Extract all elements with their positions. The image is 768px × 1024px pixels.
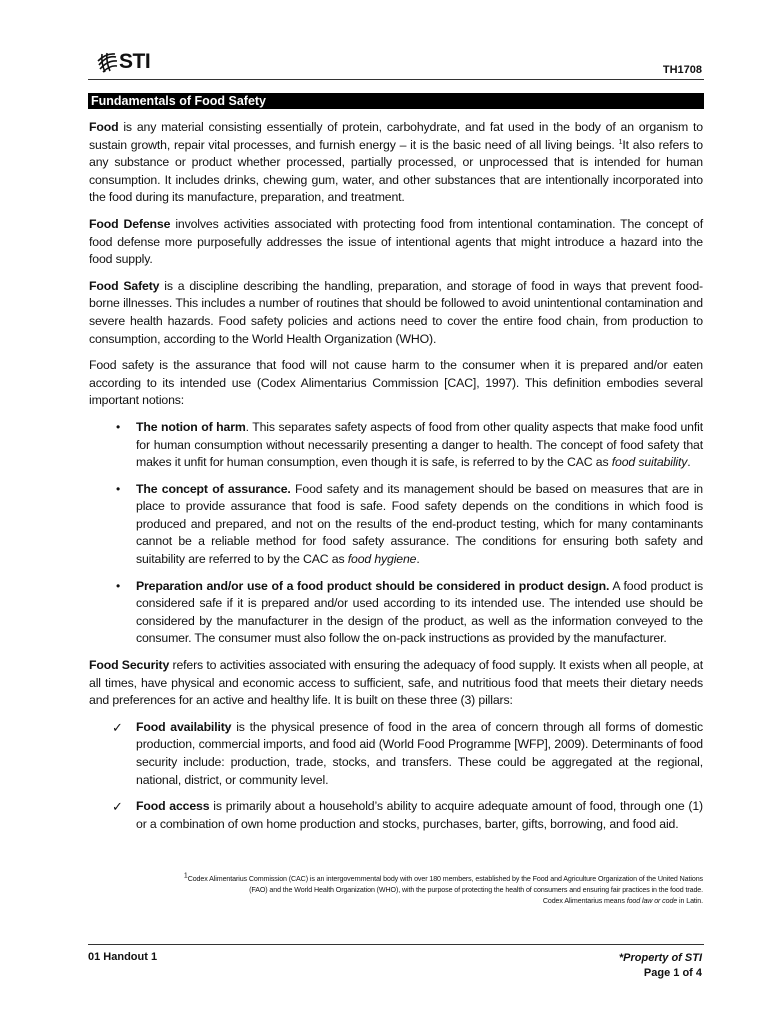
checkmark-icon: ✓ bbox=[112, 719, 123, 735]
term-food-security: Food Security bbox=[89, 658, 170, 673]
term-food-safety: Food Safety bbox=[89, 278, 160, 293]
list-item: ✓ Food availability is the physical presence of food in the area of concern through all forms of domestic production, commercial imports, and food aid (World Food Programme [WFP], 2009). Determinants of food security include: production, trade, stocks, and transfers. These could be aggregated at the regional, national, district, or community level. bbox=[112, 719, 703, 787]
paragraph-food-defense: Food Defense involves activities associated with protecting food from intentional contamination. The concept of food defense more purposefully addresses the issue of intentional agents that might introduce a hazard into the food supply. bbox=[89, 216, 703, 267]
paragraph-assurance: Food safety is the assurance that food will not cause harm to the consumer when it is prepared and/or eaten according to its intended use (Codex Alimentarius Commission [CAC], 1997). This definition embodies several important notions: bbox=[89, 358, 703, 408]
body-content bbox=[89, 119, 703, 842]
page-number: Page 1 of 4 bbox=[643, 967, 702, 979]
bullet-icon: • bbox=[116, 481, 121, 496]
list-item: • The concept of assurance. Food safety and its management should be based on measures that are in place to provide assurance that food is safe. Food safety depends on the conditions in which food is produced and prepared, and not on the results of the end-product testing, which for many contaminants cannot be a reliable method for food safety assurance. The conditions for ensuring both safety and suitability are referred to by the CAC as food hygiene. bbox=[116, 481, 703, 567]
section-title: Fundamentals of Food Safety bbox=[88, 93, 704, 109]
term-food-defense: Food Defense bbox=[89, 216, 171, 231]
term-food: Food bbox=[89, 120, 119, 134]
property-label: *Property of STI bbox=[618, 952, 702, 964]
logo-wordmark: STI bbox=[119, 50, 151, 73]
paragraph-food-safety: Food Safety is a discipline describing the handling, preparation, and storage of food in ways that prevent food-borne illnesses. This includes a number of routines that should be followed to avoid unintentional contamination and severe health hazards. Food safety policies and actions need to cover the entire food chain, from production to consumption, according to the World Health Organization (WHO). bbox=[89, 278, 703, 346]
pillars-list bbox=[89, 719, 703, 834]
checkmark-icon: ✓ bbox=[112, 799, 123, 815]
header-divider bbox=[88, 79, 704, 80]
footer-divider bbox=[88, 944, 704, 945]
paragraph-food: Food is any material consisting essentially of protein, carbohydrate, and fat used in the body of an organism to sustain growth, repair vital processes, and furnish energy – it is the basic need of all living beings. $^1$It also refers to any substance or product whether processed, partially processed, or unprocessed that is intended for human consumption. It includes drinks, chewing gum, water, and other substances that are intentionally incorporated into the food during its manufacture, preparation, and treatment. bbox=[89, 120, 703, 205]
footnote-ref: 1 bbox=[618, 138, 623, 146]
sti-logo bbox=[96, 50, 150, 74]
handout-label: 01 Handout 1 bbox=[88, 951, 158, 963]
paragraph-food-security: Food Security refers to activities associated with ensuring the adequacy of food supply. It exists when all people, at all times, have physical and economic access to sufficient, safe, and nutritious food that meets their dietary needs and preferences for an active and healthy life. It is built on these three (3) pillars: bbox=[89, 658, 703, 708]
notions-list bbox=[89, 419, 703, 648]
footer-info bbox=[619, 951, 702, 981]
bullet-icon: • bbox=[116, 578, 121, 593]
document-code: TH1708 bbox=[662, 64, 702, 76]
footnote: 1Codex Alimentarius Commission (CAC) is an intergovernmental body with over 180 members, established by the Food and Agriculture Organization of the United Nations (FAO) and the World Health Organization (WHO), with the purpose of protecting the health of consumers and ensuring fair practices in the food trade. Codex Alimentarius means food law or code in Latin. bbox=[183, 872, 703, 905]
globe-icon bbox=[96, 51, 118, 73]
list-item: ✓ Food access is primarily about a household’s ability to acquire adequate amount of food, through one (1) or a combination of own home production and stocks, purchases, barter, gifts, borrowing, and food aid. bbox=[112, 799, 703, 831]
list-item: • The notion of harm. This separates safety aspects of food from other quality aspects that make food unfit for human consumption without necessarily presenting a danger to health. The concept of food safety that makes it unfit for human consumption, even though it is safe, is referred to by the CAC as food suitability. bbox=[116, 419, 703, 470]
bullet-icon: • bbox=[116, 419, 121, 434]
list-item: • Preparation and/or use of a food product should be considered in product design. A food product is considered safe if it is prepared and/or used according to its intended use. The intended use should be considered by the manufacturer in the design of the product, as well as the information conveyed to the consumer. The consumer must also follow the on-pack instructions as provided by the manufacturer. bbox=[116, 578, 703, 646]
